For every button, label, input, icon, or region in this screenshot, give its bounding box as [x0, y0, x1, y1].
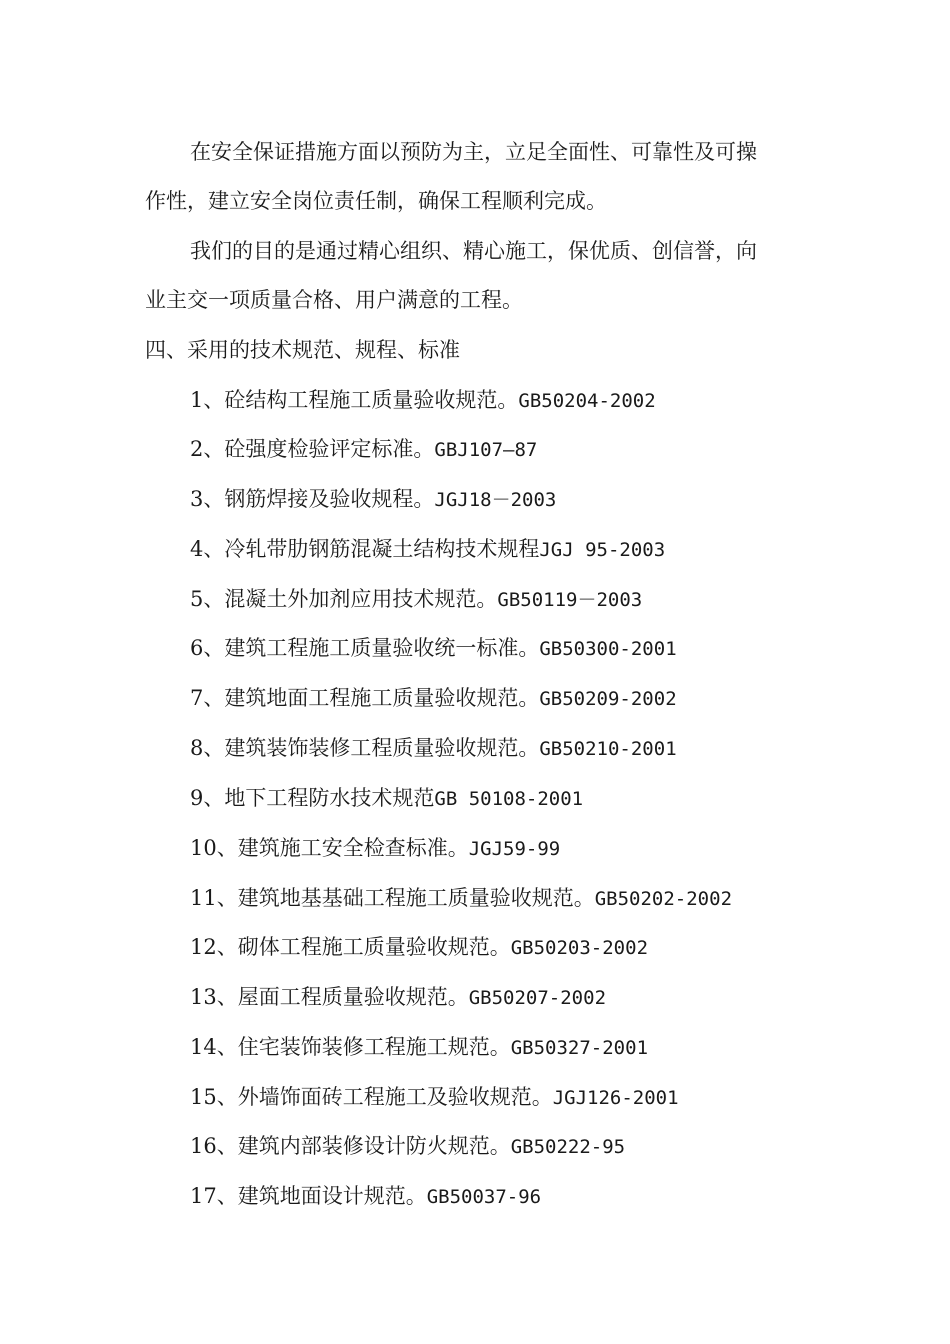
- list-item-text: 4、冷轧带肋钢筋混凝土结构技术规程: [190, 537, 540, 561]
- list-item: [190, 584, 642, 614]
- list-item-text: 1、砼结构工程施工质量验收规范。: [190, 388, 519, 412]
- list-item-code: GB50202-2002: [594, 888, 733, 910]
- paragraph-1-line-2: 作性，建立安全岗位责任制，确保工程顺利完成。: [145, 189, 607, 213]
- list-item: [190, 385, 656, 415]
- list-item: [190, 733, 677, 763]
- list-item: [190, 783, 583, 813]
- list-item: [190, 883, 732, 913]
- list-item-code: JGJ126-2001: [552, 1087, 679, 1109]
- list-item: [190, 434, 537, 464]
- list-item-code: JGJ59-99: [468, 838, 561, 860]
- list-item-code: GB50210-2001: [539, 738, 677, 760]
- list-item: [190, 1082, 679, 1112]
- list-item-code: GB50204-2002: [518, 390, 656, 412]
- list-item-text: 16、建筑内部装修设计防火规范。: [190, 1134, 511, 1158]
- paragraph-2-line-2: 业主交一项质量合格、用户满意的工程。: [145, 288, 523, 312]
- list-item-code: GB50207-2002: [468, 987, 607, 1009]
- list-item: [190, 1131, 625, 1161]
- list-item: [190, 932, 648, 962]
- section-heading: 四、采用的技术规范、规程、标准: [145, 338, 460, 362]
- list-item-code: GB50203-2002: [510, 937, 649, 959]
- list-item: [190, 833, 560, 863]
- list-item-code: GB50209-2002: [539, 688, 677, 710]
- list-item-text: 5、混凝土外加剂应用技术规范。: [190, 587, 498, 611]
- paragraph-1-line-1: 在安全保证措施方面以预防为主，立足全面性、可靠性及可操: [190, 140, 757, 164]
- list-item-code: JGJ18－2003: [434, 489, 557, 511]
- list-item-text: 6、建筑工程施工质量验收统一标准。: [190, 636, 540, 660]
- list-item-text: 12、砌体工程施工质量验收规范。: [190, 935, 511, 959]
- list-item-code: GB50119－2003: [497, 589, 643, 611]
- list-item-text: 17、建筑地面设计规范。: [190, 1184, 427, 1208]
- paragraph-2-line-1: 我们的目的是通过精心组织、精心施工，保优质、创信誉，向: [190, 239, 757, 263]
- list-item-code: GB50037-96: [426, 1186, 542, 1208]
- list-item-code: GBJ107—87: [434, 439, 538, 461]
- list-item-text: 8、建筑装饰装修工程质量验收规范。: [190, 736, 540, 760]
- list-item-text: 3、钢筋焊接及验收规程。: [190, 487, 435, 511]
- list-item: [190, 534, 665, 564]
- list-item: [190, 1181, 541, 1211]
- list-item-text: 10、建筑施工安全检查标准。: [190, 836, 469, 860]
- list-item-code: JGJ 95-2003: [539, 539, 666, 561]
- list-item: [190, 633, 677, 663]
- list-item-text: 9、地下工程防水技术规范: [190, 786, 435, 810]
- list-item-text: 13、屋面工程质量验收规范。: [190, 985, 469, 1009]
- list-item-text: 2、砼强度检验评定标准。: [190, 437, 435, 461]
- list-item-text: 7、建筑地面工程施工质量验收规范。: [190, 686, 540, 710]
- list-item-text: 11、建筑地基基础工程施工质量验收规范。: [190, 886, 595, 910]
- list-item-code: GB50222-95: [510, 1136, 626, 1158]
- list-item: [190, 484, 556, 514]
- list-item: [190, 683, 677, 713]
- list-item-code: GB50327-2001: [510, 1037, 649, 1059]
- list-item-text: 15、外墙饰面砖工程施工及验收规范。: [190, 1085, 553, 1109]
- list-item: [190, 982, 606, 1012]
- list-item-code: GB 50108-2001: [434, 788, 584, 810]
- list-item: [190, 1032, 648, 1062]
- list-item-text: 14、住宅装饰装修工程施工规范。: [190, 1035, 511, 1059]
- list-item-code: GB50300-2001: [539, 638, 677, 660]
